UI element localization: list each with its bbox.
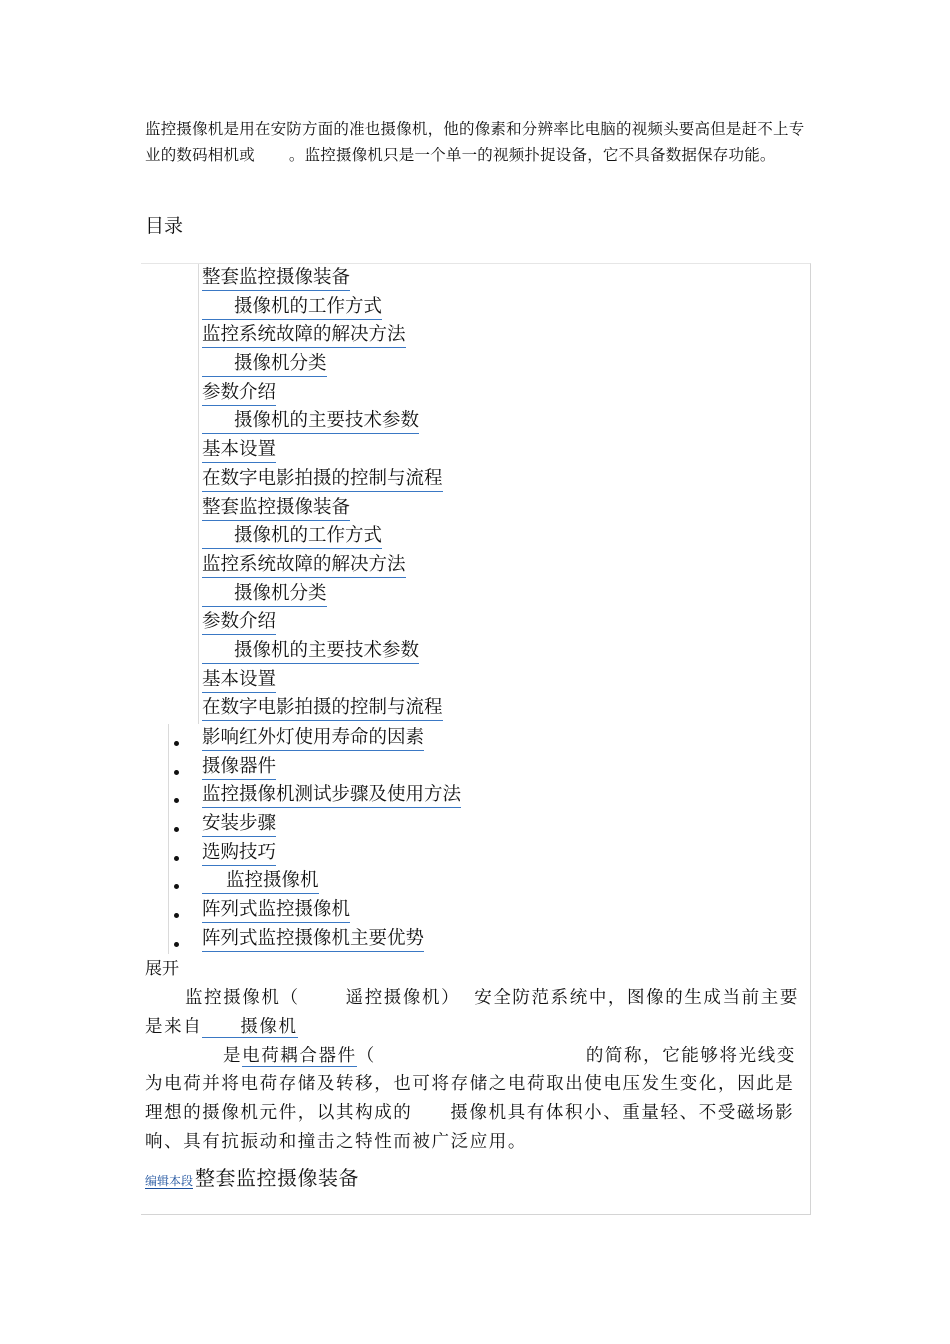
bullet-link[interactable]: 监控摄像机 (202, 870, 319, 894)
toc-link[interactable]: 摄像机的主要技术参数 (202, 410, 419, 434)
toc-link[interactable]: 参数介绍 (202, 382, 276, 406)
ccd-link[interactable]: 电荷耦合器件 (242, 1045, 357, 1066)
toc-item (199, 666, 810, 695)
toc-item (199, 608, 810, 637)
toc-link[interactable]: 摄像机的工作方式 (202, 296, 382, 320)
intro-text-1: 监控摄像机是用在安防方面的准也摄像机，他的像素和分辨率比电脑的视频头要高但是赶不上专业的数码相机或 (145, 120, 805, 164)
toc-link[interactable]: 基本设置 (202, 439, 276, 463)
toc-item (199, 551, 810, 580)
bullet-item (169, 724, 810, 753)
expand-toggle[interactable]: 展开 (145, 959, 179, 979)
bullet-link[interactable]: 影响红外灯使用寿命的因素 (202, 727, 424, 751)
toc-item (199, 407, 810, 436)
body-paragraph-1: 监控摄像机（ 遥控摄像机） 安全防范系统中，图像的生成当前主要是来自 摄像机 (145, 988, 799, 1037)
toc-item (199, 379, 810, 408)
edit-section-link[interactable]: 编辑本段 (145, 1174, 194, 1188)
bullet-link[interactable]: 阵列式监控摄像机主要优势 (202, 928, 424, 952)
body-paragraph-2: 是电荷耦合器件（ 的简称，它能够将光线变为电荷并将电荷存储及转移，也可将存储之电荷取出使电压发生变化，因此是理想的摄像机元件，以其构成的 摄像机具有体积小、重量轻、不受磁场影响、具有抗振动和撞击之特性而被广泛应用。 (145, 1045, 796, 1152)
bullet-item (169, 810, 810, 839)
toc-item (199, 436, 810, 465)
section-header (145, 1162, 359, 1191)
bullet-item (169, 781, 810, 810)
toc-heading: 目录 (145, 215, 184, 237)
bullet-link[interactable]: 摄像器件 (202, 756, 276, 780)
bullet-item (169, 753, 810, 782)
toc-item (199, 637, 810, 666)
toc-link[interactable]: 整套监控摄像装备 (202, 497, 350, 521)
camera-link[interactable]: 摄像机 (202, 1017, 297, 1038)
toc-link[interactable]: 监控系统故障的解决方法 (202, 324, 406, 348)
toc-item (199, 350, 810, 379)
toc-item (199, 580, 810, 609)
bullet-item (169, 867, 810, 896)
toc-link[interactable]: 摄像机分类 (202, 353, 327, 377)
toc-list (198, 264, 810, 724)
toc-link[interactable]: 摄像机分类 (202, 583, 327, 607)
toc-item (199, 321, 810, 350)
intro-text-2: 。监控摄像机只是一个单一的视频扑捉设备，它不具备数据保存功能。 (288, 146, 776, 164)
toc-link[interactable]: 参数介绍 (202, 611, 276, 635)
toc-item (199, 494, 810, 523)
toc-link[interactable]: 摄像机的工作方式 (202, 525, 382, 549)
intro-paragraph (145, 116, 813, 168)
bullet-item (169, 925, 810, 954)
toc-link[interactable]: 在数字电影拍摄的控制与流程 (202, 468, 443, 492)
toc-item (199, 264, 810, 293)
toc-item (199, 694, 810, 723)
bullet-link[interactable]: 选购技巧 (202, 842, 276, 866)
toc-bullet-list (168, 724, 810, 954)
toc-link[interactable]: 监控系统故障的解决方法 (202, 554, 406, 578)
toc-link[interactable]: 整套监控摄像装备 (202, 267, 350, 291)
toc-link[interactable]: 在数字电影拍摄的控制与流程 (202, 697, 443, 721)
toc-item (199, 465, 810, 494)
bullet-link[interactable]: 监控摄像机测试步骤及使用方法 (202, 784, 461, 808)
bullet-item (169, 896, 810, 925)
toc-item (199, 293, 810, 322)
bullet-link[interactable]: 阵列式监控摄像机 (202, 899, 350, 923)
section-title: 整套监控摄像装备 (195, 1166, 360, 1190)
toc-link[interactable]: 基本设置 (202, 669, 276, 693)
toc-link[interactable]: 摄像机的主要技术参数 (202, 640, 419, 664)
toc-item (199, 522, 810, 551)
body-text (145, 984, 809, 1157)
bullet-item (169, 839, 810, 868)
bullet-link[interactable]: 安装步骤 (202, 813, 276, 837)
